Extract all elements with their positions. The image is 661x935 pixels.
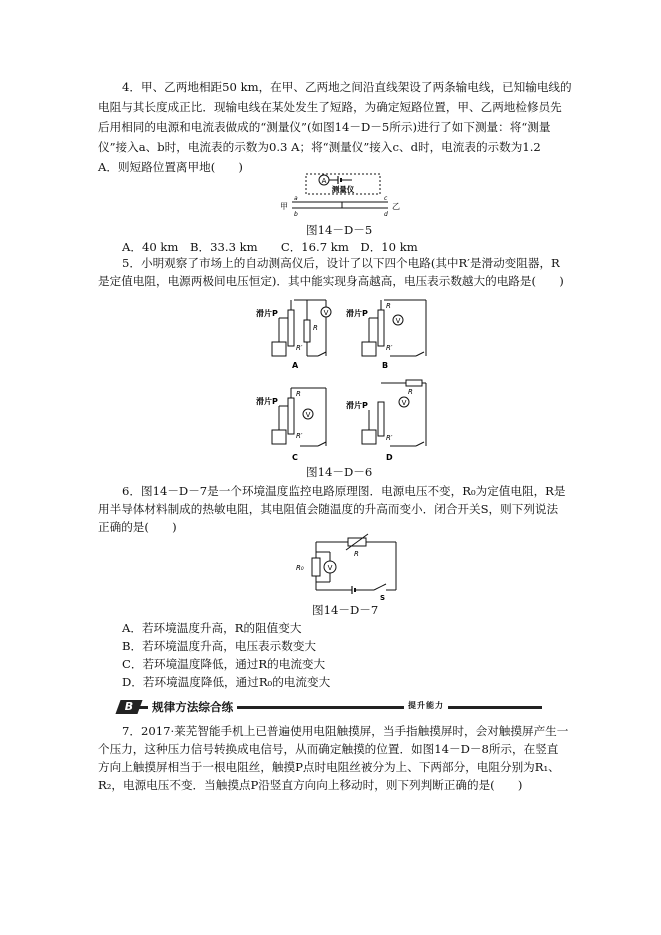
q4-line: 电阻与其长度成正比．现输电线在某处发生了短路，为确定短路位置，甲、乙两地检修员先 <box>98 100 562 114</box>
r0-resistor <box>312 558 320 576</box>
figure-14-d-7 <box>296 534 406 600</box>
r-label: R <box>313 324 318 332</box>
q7-line: 方向上触摸屏相当于一根电阻丝，触摸P点时电阻丝被分为上、下两部分，电阻分别为R₁、 <box>98 760 560 774</box>
label-c: c <box>384 195 388 202</box>
resistor <box>304 320 310 342</box>
q6-option-c: C．若环境温度降低，通过R的电流变大 <box>122 657 326 671</box>
section-title: 规律方法综合练 <box>148 699 237 715</box>
slider-label: 滑片P <box>256 309 278 318</box>
q7-line: R₂，电源电压不变．当触摸点P沿竖直方向向上移动时，则下列判断正确的是( ) <box>98 778 523 792</box>
rp-label: R′ <box>386 434 393 442</box>
circuit-d-label: D <box>386 453 393 462</box>
label-b: b <box>294 211 298 218</box>
figure-14-d-5 <box>280 172 400 220</box>
v-label: V <box>323 309 329 317</box>
caption-14-d-5: 图14－D－5 <box>306 223 373 237</box>
circuit-c-label: C <box>292 453 298 462</box>
v-label: V <box>401 399 407 407</box>
rheostat <box>288 310 294 346</box>
q4-line: 4．甲、乙两地相距50 km，在甲、乙两地之间沿直线架设了两条输电线，已知输电线的 <box>122 80 572 94</box>
r-label: R <box>354 550 359 558</box>
resistor <box>406 380 422 386</box>
v-label: V <box>327 564 333 572</box>
q6-line: 用半导体材料制成的热敏电阻，其电阻值会随温度的升高而变小．闭合开关S，则下列说法 <box>98 502 559 516</box>
q5-line: 5．小明观察了市场上的自动测高仪后，设计了以下四个电路(其中R′是滑动变阻器，R <box>122 256 560 270</box>
label-jia: 甲 <box>280 202 288 211</box>
q7-line: 个压力，这种压力信号转换成电信号，从而确定触摸的位置．如图14－D－8所示，在竖直 <box>98 742 559 756</box>
switch-label: S <box>380 594 386 602</box>
ammeter-label: A <box>321 177 327 185</box>
label-yi: 乙 <box>392 202 400 211</box>
circuit-d <box>346 378 430 462</box>
rp-label: R′ <box>296 432 303 440</box>
circuit-b <box>346 296 426 370</box>
q6-option-d: D．若环境温度降低，通过R₀的电流变大 <box>122 675 331 689</box>
q5-line: 是定值电阻，电源两极间电压恒定)．其中能实现身高越高，电压表示数越大的电路是( ) <box>98 274 564 288</box>
switch-s <box>374 584 386 590</box>
slider-label: 滑片P <box>346 309 368 318</box>
caption-14-d-6: 图14－D－6 <box>306 465 373 479</box>
slider-label: 滑片P <box>346 401 368 410</box>
r0-label: R₀ <box>296 564 304 572</box>
label-d: d <box>384 211 388 218</box>
switch <box>318 352 326 356</box>
r-label: R <box>408 388 413 396</box>
label-a: a <box>294 195 298 202</box>
circuit-b-label: B <box>382 361 389 370</box>
meter-label: 测量仪 <box>331 185 355 194</box>
q6-line: 正确的是( ) <box>98 520 177 534</box>
circuit-c <box>256 384 336 462</box>
q4-line: A．则短路位置离甲地( ) <box>98 160 243 174</box>
rp-label: R′ <box>386 344 393 352</box>
r-label: R <box>386 302 391 310</box>
v-label: V <box>305 411 311 419</box>
section-banner <box>118 700 542 714</box>
r-label: R <box>296 390 301 398</box>
q6-line: 6．图14－D－7是一个环境温度监控电路原理图．电源电压不变，R₀为定值电阻，R是 <box>122 484 566 498</box>
circuit-a <box>256 296 336 370</box>
section-b-icon: B <box>115 700 142 714</box>
person-stand <box>272 342 286 356</box>
slider-label: 滑片P <box>256 397 278 406</box>
v-label: V <box>395 317 401 325</box>
q4-options: A．40 km B．33.3 km C．16.7 km D．10 km <box>122 240 418 254</box>
section-subtitle: 提升能力 <box>404 700 448 711</box>
rp-label: R′ <box>296 344 303 352</box>
q6-option-a: A．若环境温度升高，R的阻值变大 <box>122 621 302 635</box>
q4-line: 仪”接入a、b时，电流表的示数为0.3 A；将“测量仪”接入c、d时，电流表的示数为1.2 <box>98 140 541 154</box>
caption-14-d-7: 图14－D－7 <box>312 603 379 617</box>
q7-line: 7．2017·莱芜智能手机上已普遍使用电阻触摸屏，当手指触摸屏时，会对触摸屏产生一 <box>122 724 569 738</box>
circuit-a-label: A <box>292 361 299 370</box>
q6-option-b: B．若环境温度升高，电压表示数变大 <box>122 639 317 653</box>
q4-line: 后用相同的电源和电流表做成的“测量仪”(如图14－D－5所示)进行了如下测量：将“测量 <box>98 120 551 134</box>
